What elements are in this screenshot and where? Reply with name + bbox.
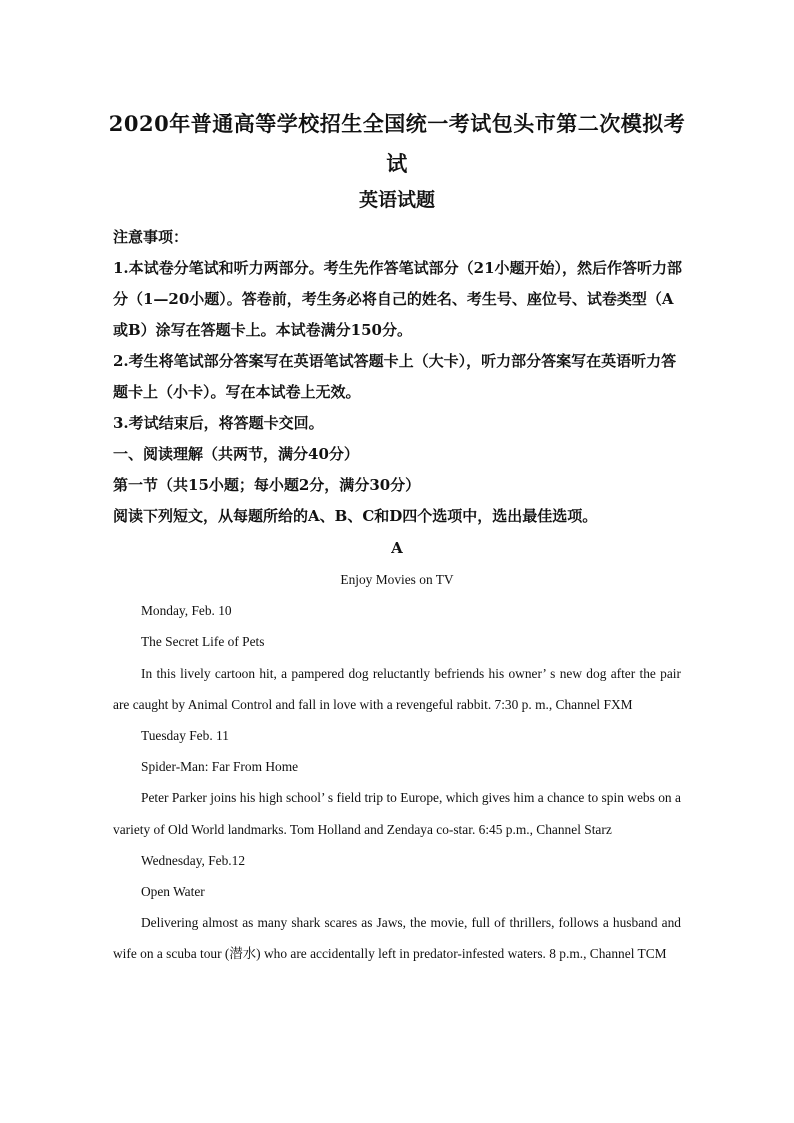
passage-label: A [391,539,403,557]
notice-section [113,222,688,532]
passage-title: Enjoy Movies on TV [340,572,454,587]
movie-title: The Secret Life of Pets [141,634,265,650]
movie-description: Delivering almost as many shark scares as Jaws, the movie, full of thrillers, follows a husband and wife on a scuba tour (潜水) who are accidentally left in predator-infested waters. 8 p.m., Channel TCM [113,915,681,962]
instruction-text: 阅读下列短文，从每题所给的A、B、C和D四个选项中，选出最佳选项。 [113,507,598,525]
page-title: 2020年普通高等学校招生全国统一考试包头市第二次模拟考试 [108,111,686,176]
notice-item-3: 3.考试结束后，将答题卡交回。 [113,414,324,432]
notice-item-1: 1.本试卷分笔试和听力两部分。考生先作答笔试部分（21小题开始），然后作答听力部分（1—20小题）。答卷前，考生务必将自己的姓名、考生号、座位号、试卷类型（A或B）涂写在答题卡上。本试卷满分150分。 [113,259,683,339]
passage-body [113,564,681,970]
movie-description: In this lively cartoon hit, a pampered dog reluctantly befriends his owner’ s new dog after the pair are caught by Animal Control and fall in love with a revengeful rabbit. 7:30 p. m., Channel FXM [113,665,681,712]
movie-title: Spider-Man: Far From Home [141,759,299,775]
movie-title: Open Water [141,884,205,900]
movie-day: Tuesday Feb. 11 [141,728,229,744]
notice-item-2: 2.考生将笔试部分答案写在英语笔试答题卡上（大卡），听力部分答案写在英语听力答题卡上（小卡）。写在本试卷上无效。 [113,352,677,401]
notice-heading: 注意事项： [113,228,189,246]
section-heading: 一、阅读理解（共两节，满分40分） [113,445,359,463]
movie-description: Peter Parker joins his high school’ s field trip to Europe, which gives him a chance to spin webs on a variety of Old World landmarks. Tom Holland and Zendaya co-star. 6:45 p.m., Channel Starz [113,790,681,837]
movie-day: Wednesday, Feb.12 [141,852,246,868]
part-heading: 第一节（共15小题；每小题2分，满分30分） [113,476,421,494]
page-subtitle: 英语试题 [358,189,435,211]
movie-day: Monday, Feb. 10 [141,603,232,619]
